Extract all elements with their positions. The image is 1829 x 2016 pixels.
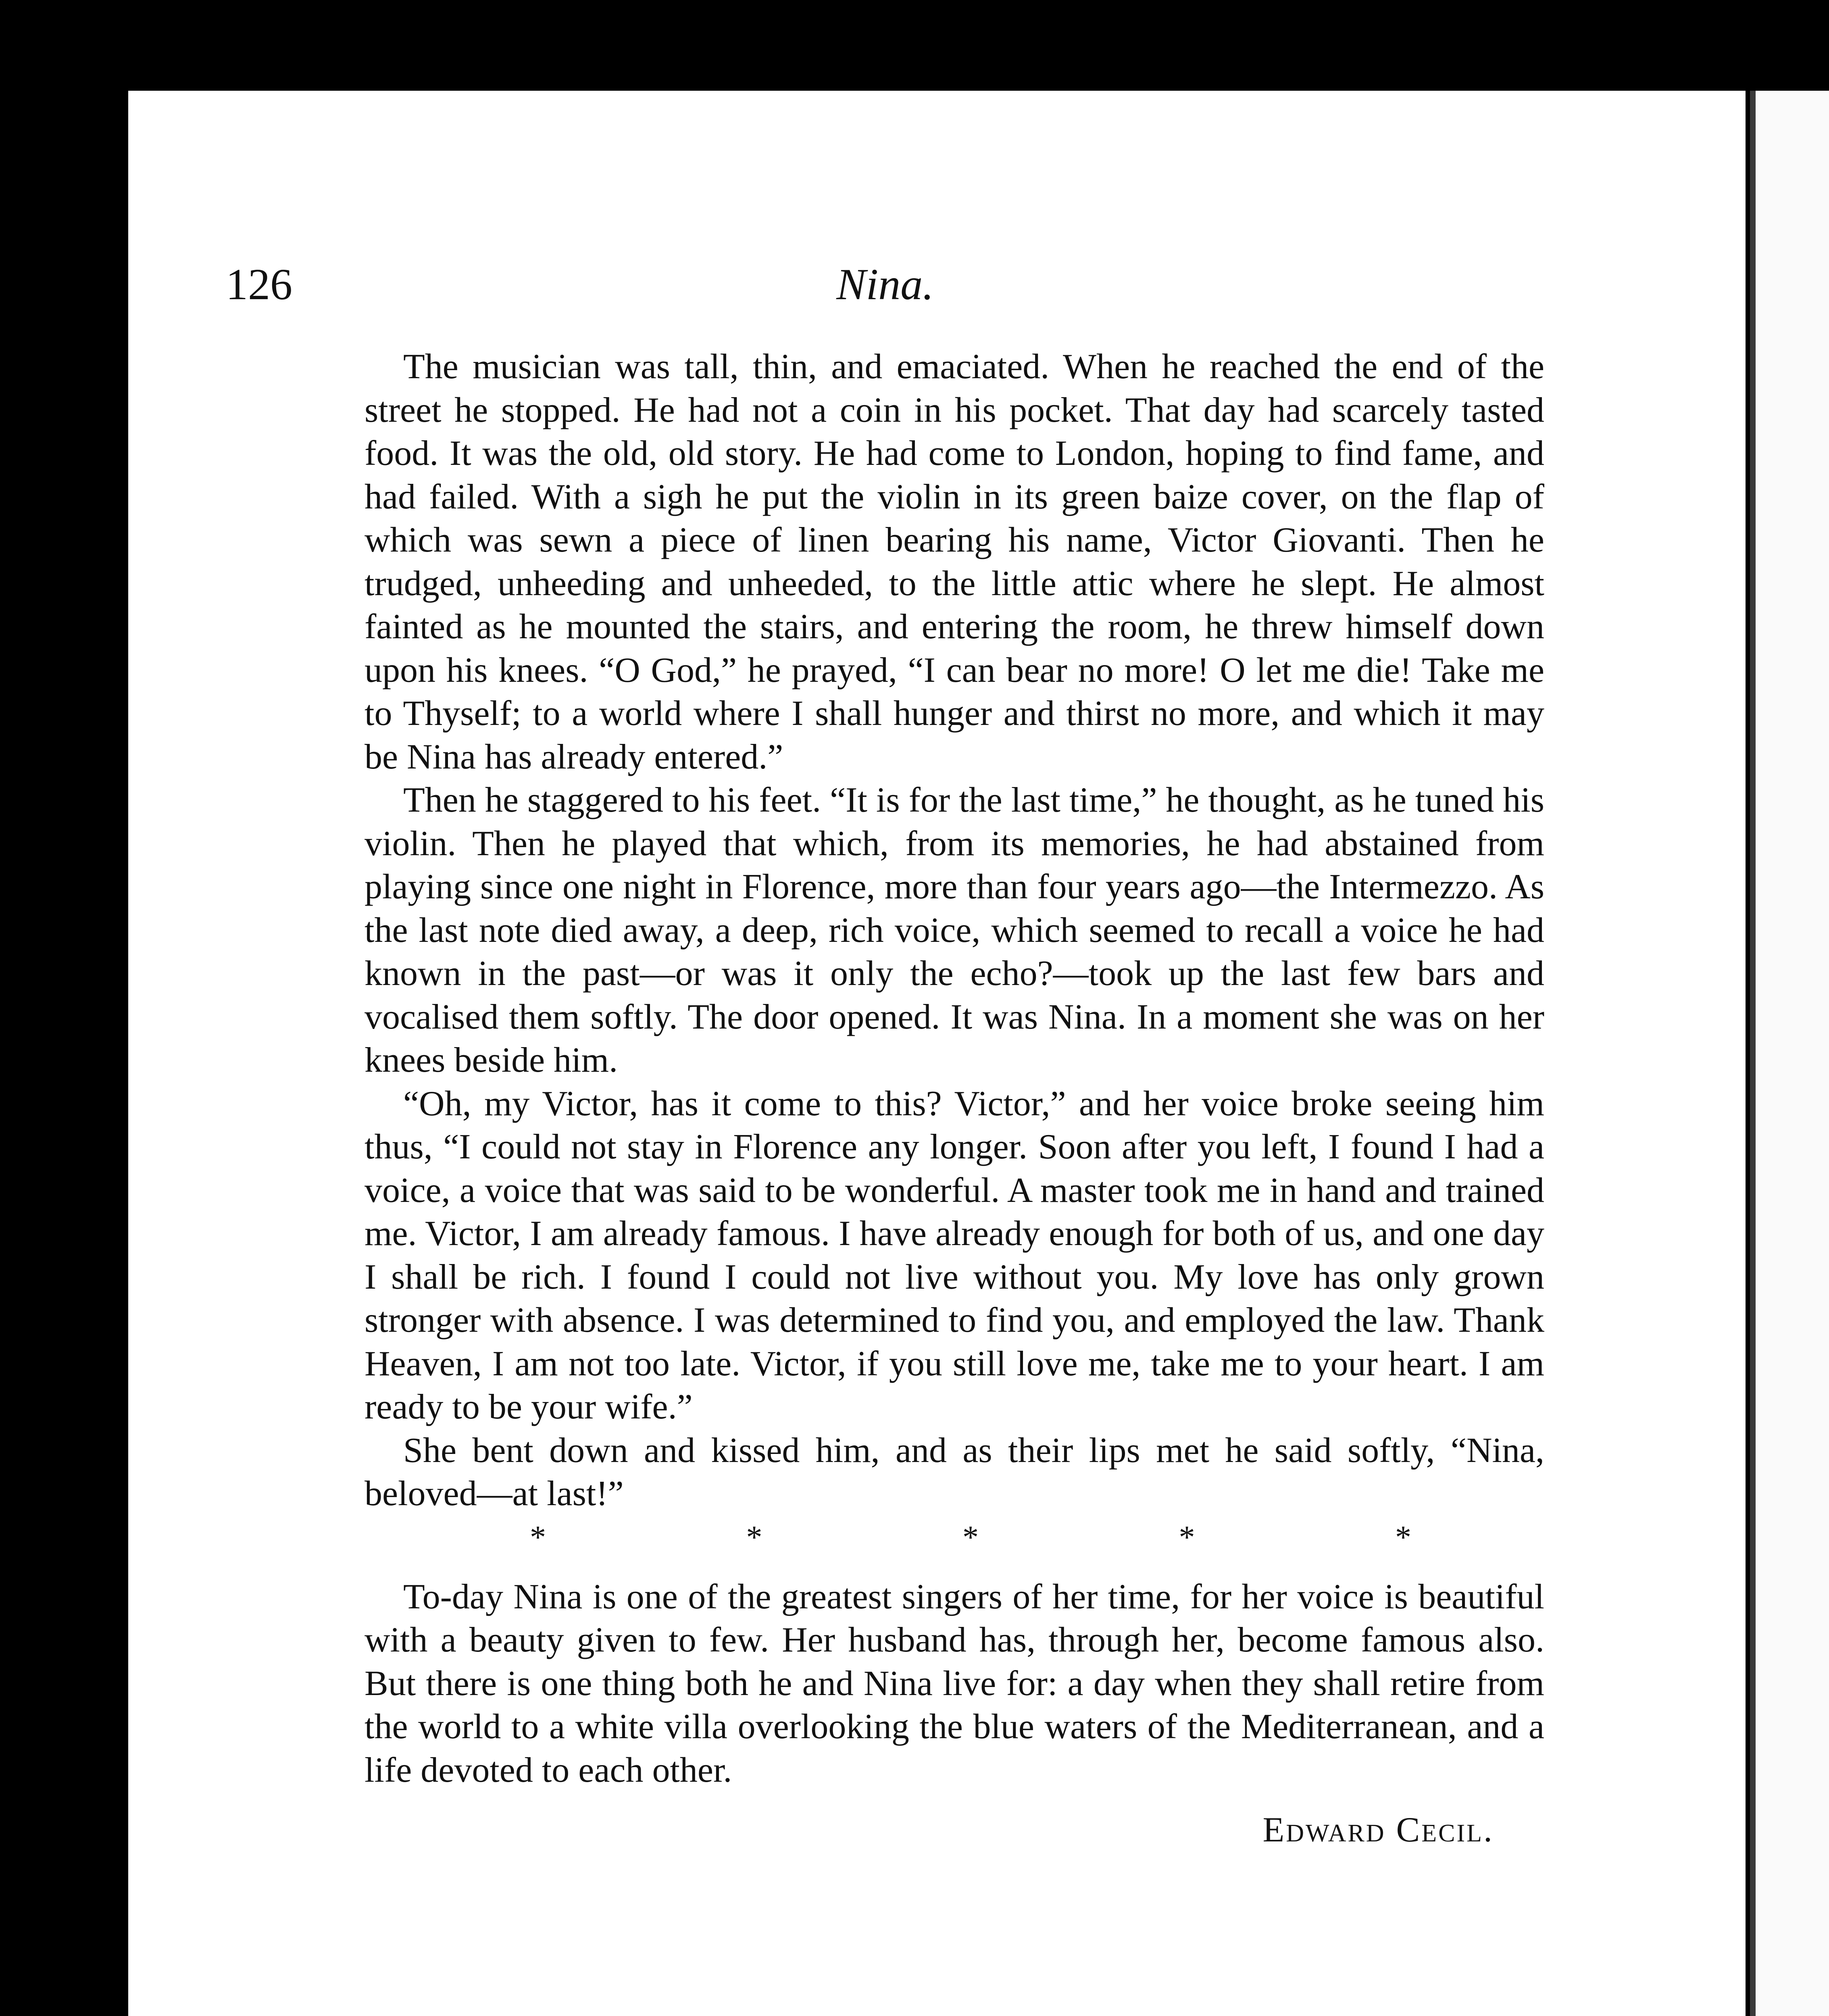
paragraph: She bent down and kissed him, and as their lips met he said softly, “Nina, beloved—at last!”	[365, 1431, 1544, 1513]
page-number: 126	[226, 260, 292, 309]
running-title: Nina.	[836, 260, 934, 309]
section-break-star: *	[962, 1519, 979, 1555]
paragraph: The musician was tall, thin, and emaciated. When he reached the end of the street he stopped. He had not a coin in his pocket. That day had scarcely tasted food. It was the old, old story. He had come to London, hoping to find fame, and had failed. With a sigh he put the violin in its green baize cover, on the flap of which was sewn a piece of linen bearing his name, Victor Giovanti. Then he trudged, unheeding and unheeded, to the little attic where he slept. He almost fainted as he mounted the stairs, and entering the room, he threw himself down upon his knees. “O God,” he prayed, “I can bear no more! O let me die! Take me to Thyself; to a world where I shall hunger and thirst no more, and which it may be Nina has already entered.”	[365, 347, 1544, 777]
section-break-star: *	[1179, 1519, 1195, 1555]
section-break	[365, 1516, 1544, 1559]
section-break-star: *	[1395, 1519, 1411, 1555]
closing-paragraph: To-day Nina is one of the greatest singers of her time, for her voice is beautiful with a beauty given to few. Her husband has, through her, become famous also. But there is one thing both he and Nina live for: a day when they shall retire from the world to a white villa overlooking the blue waters of the Mediterranean, and a life devoted to each other.	[365, 1577, 1544, 1790]
page-header	[226, 254, 1544, 314]
paragraph: Then he staggered to his feet. “It is for the last time,” he thought, as he tuned his violin. Then he played that which, from its memories, he had abstained from playing since one night in Florence, more than four years ago—the Intermezzo. As the last note died away, a deep, rich voice, which seemed to recall a voice he had known in the past—or was it only the echo?—took up the last few bars and vocalised them softly. The door opened. It was Nina. In a moment she was on her knees beside him.	[365, 781, 1544, 1080]
section-break-star: *	[530, 1519, 546, 1555]
section-break-star: *	[746, 1519, 762, 1555]
story-text	[365, 345, 1544, 1852]
author-signature: Edward Cecil.	[1262, 1810, 1494, 1849]
adjacent-page-edge	[1750, 91, 1829, 2016]
paragraph: “Oh, my Victor, has it come to this? Victor,” and her voice broke seeing him thus, “I could not stay in Florence any longer. Soon after you left, I found I had a voice, a voice that was said to be wonderful. A master took me in hand and trained me. Victor, I am already famous. I have already enough for both of us, and one day I shall be rich. I found I could not live without you. My love has only grown stronger with absence. I was determined to find you, and employed the law. Thank Heaven, I am not too late. Victor, if you still love me, take me to your heart. I am ready to be your wife.”	[365, 1084, 1544, 1427]
